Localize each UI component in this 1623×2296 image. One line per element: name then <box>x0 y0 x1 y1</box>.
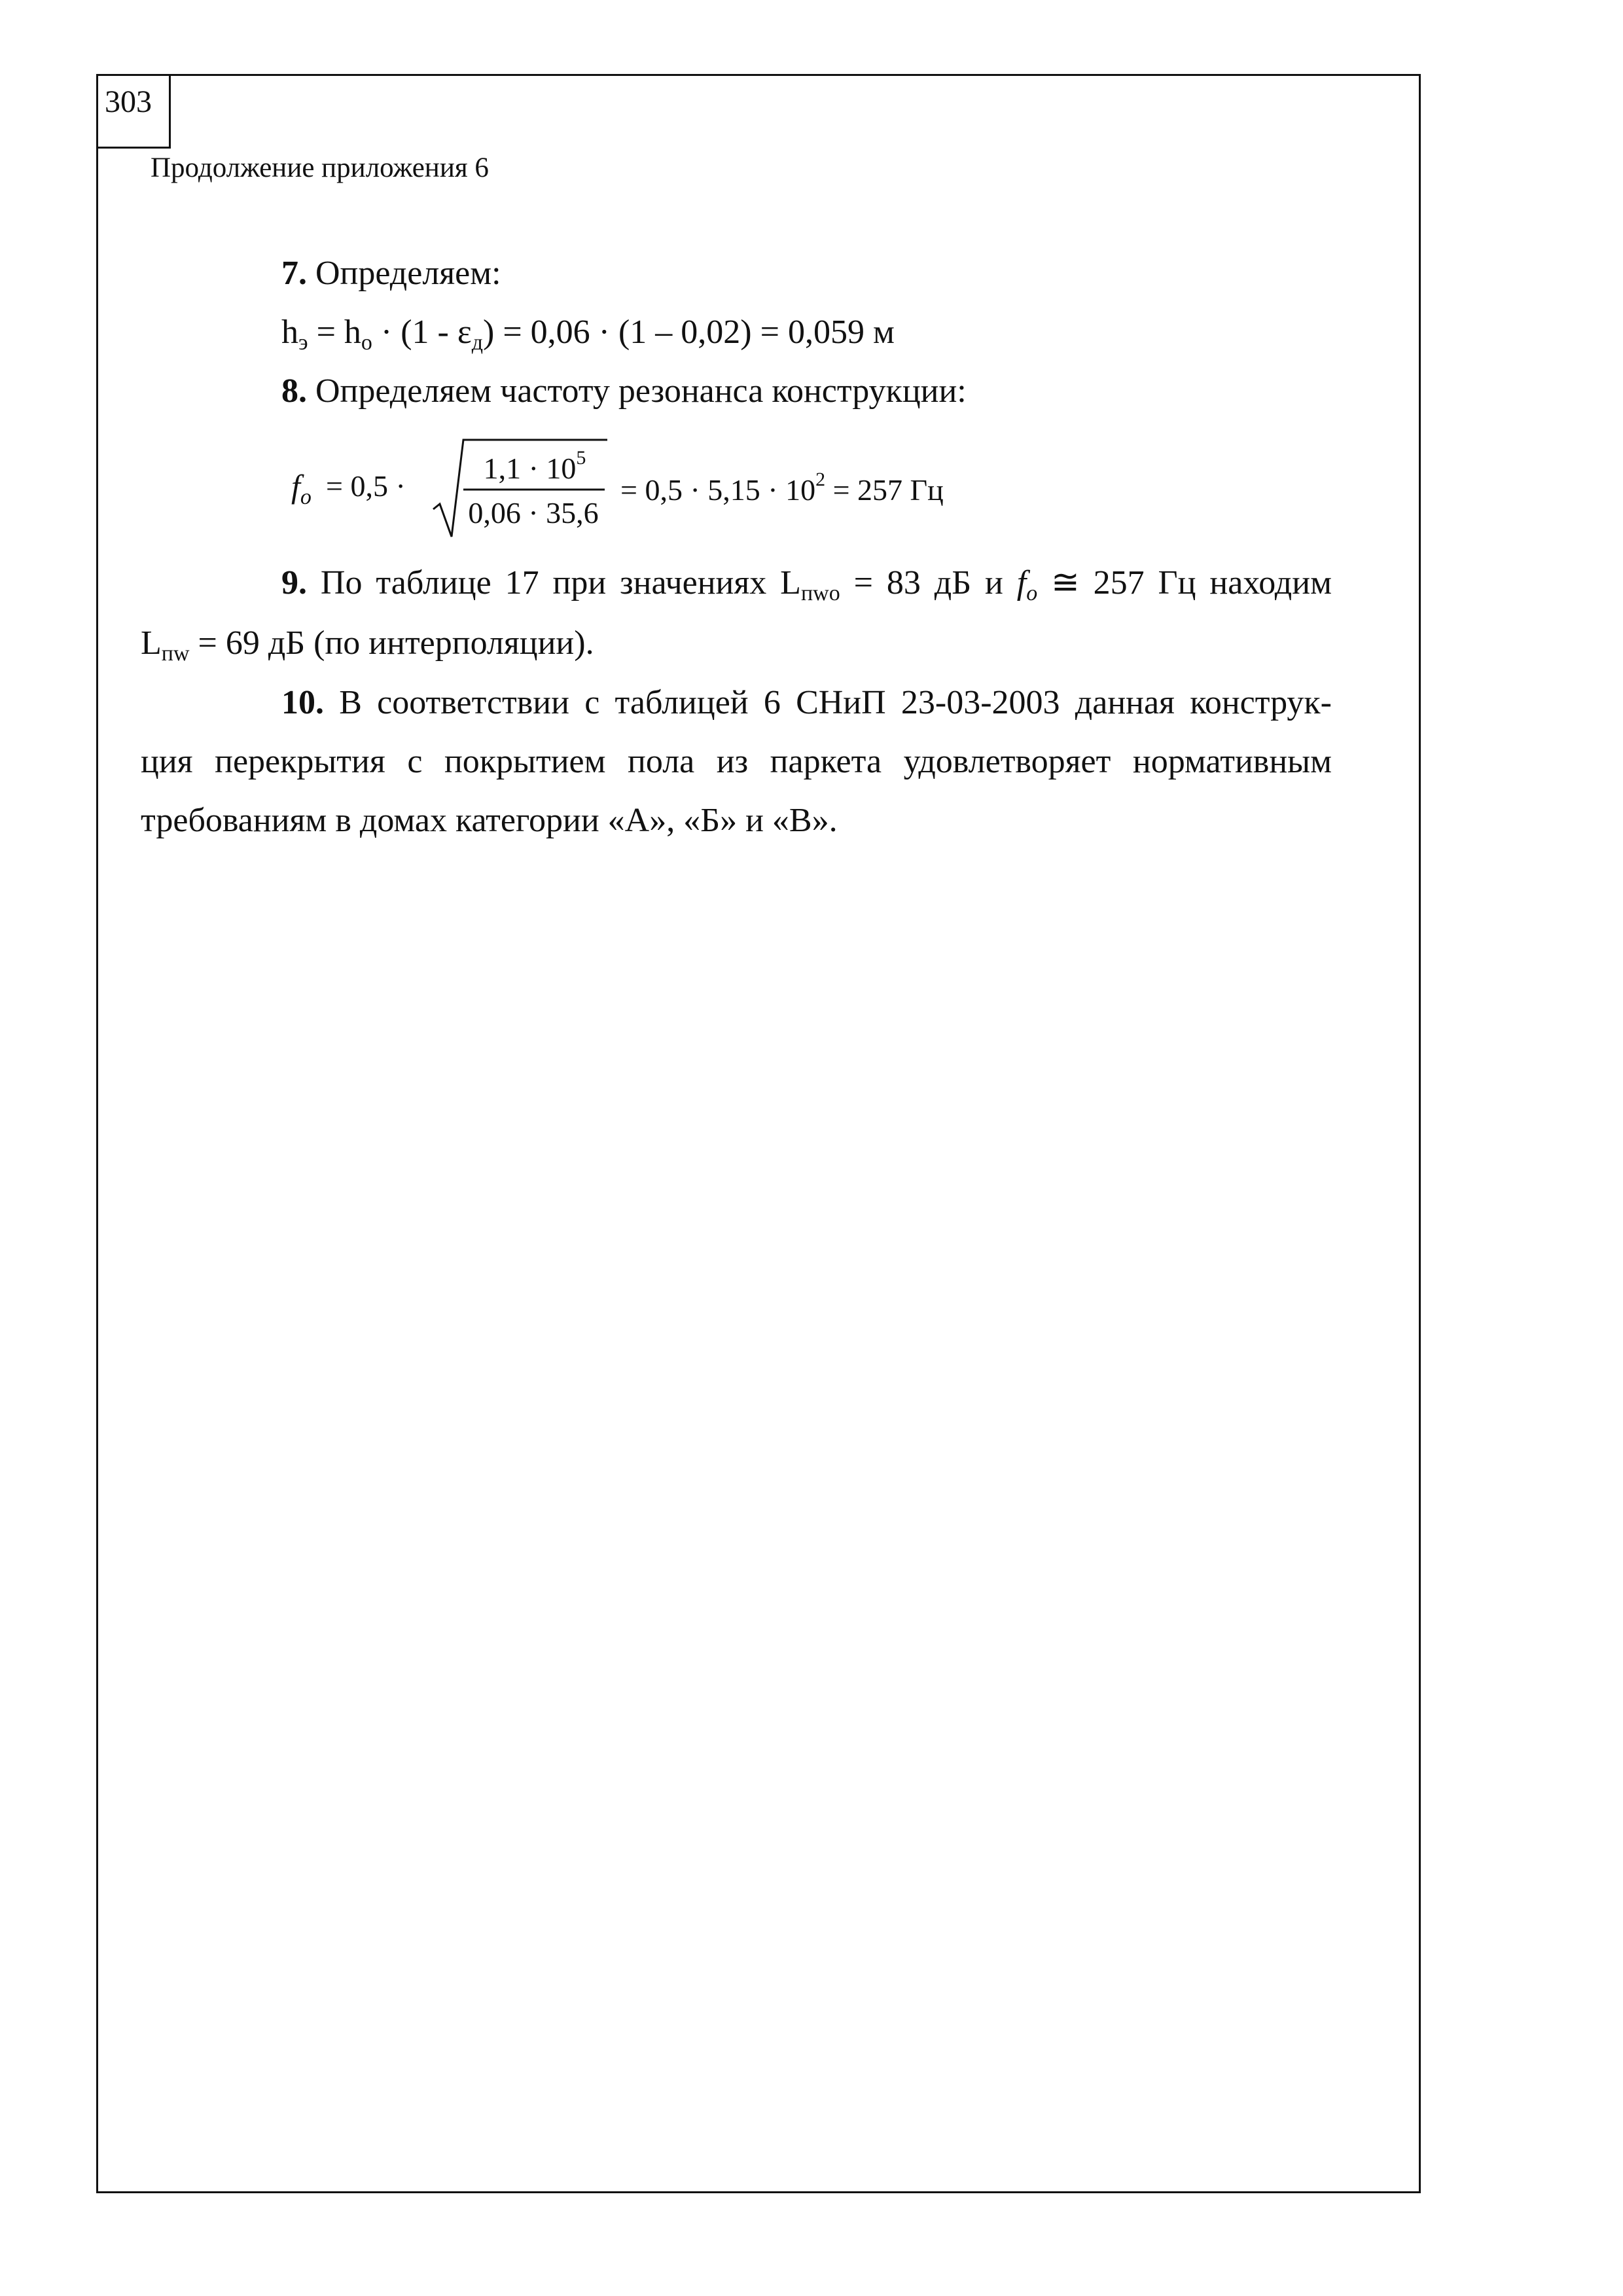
rhs-exp: 2 <box>815 469 826 490</box>
formula-h-e: h <box>281 314 298 351</box>
formula-part: ) = 0,06 · (1 – 0,02) = 0,059 м <box>483 314 895 351</box>
formula-part: = h <box>308 314 361 351</box>
step10-line3: требованиям в домах категории «А», «Б» и «В». <box>141 802 838 839</box>
step8-number: 8. <box>281 372 307 410</box>
page-number: 303 <box>105 84 152 119</box>
fraction-numerator <box>466 447 603 486</box>
step7-title: Определяем: <box>307 255 501 292</box>
fraction-denominator: 0,06 · 35,6 <box>468 496 599 529</box>
step10-line2 <box>141 742 1332 781</box>
numerator-exp: 5 <box>576 447 586 469</box>
step7-heading <box>281 254 501 293</box>
step9-text: = 83 дБ и <box>840 564 1017 601</box>
step9-text: ≅ 257 Гц находим <box>1037 564 1332 601</box>
lnw0-sub: пwo <box>800 581 840 605</box>
step10-number: 10. <box>281 684 324 721</box>
step7-number: 7. <box>281 255 307 292</box>
formula-part: · (1 - ε <box>372 314 472 351</box>
step7-formula <box>281 313 895 355</box>
step9-text: = 69 дБ (по интерполяции). <box>189 624 594 662</box>
step8-heading <box>281 372 967 410</box>
formula-h-o-sub: о <box>361 331 372 355</box>
step10-line1 <box>141 683 1332 722</box>
rhs-text: = 0,5 · 5,15 · 10 <box>620 473 816 507</box>
step9-line2 <box>141 624 594 666</box>
step9-text: По таблице 17 при значениях L <box>307 564 801 601</box>
f-letter: f <box>291 468 300 505</box>
formula-eps-sub: д <box>471 331 484 355</box>
step10-text: ция перекрытия с покрытием пола из паркета удовлетворяет нормативным <box>141 743 1332 780</box>
lnw-letter: L <box>141 624 162 662</box>
running-head: Продолжение приложения 6 <box>151 152 489 183</box>
formula-rhs <box>620 469 944 507</box>
rhs-result: = 257 Гц <box>825 473 944 507</box>
step10-text: В соответствии с таблицей 6 СНиП 23-03-2003 данная конструк- <box>324 684 1332 721</box>
step9-number: 9. <box>281 564 307 601</box>
f-letter: f <box>1016 564 1027 601</box>
formula-lhs: = 0,5 · <box>326 469 406 503</box>
lnw-sub: пw <box>161 641 190 666</box>
numerator-text: 1,1 · 10 <box>483 452 577 485</box>
step9-line1 <box>141 563 1332 606</box>
f-sub: o <box>1026 581 1038 605</box>
formula-f-symbol <box>291 467 312 510</box>
step8-title: Определяем частоту резонанса конструкции: <box>307 372 967 410</box>
f-sub: o <box>300 485 312 509</box>
formula-h-e-sub: э <box>298 331 308 355</box>
